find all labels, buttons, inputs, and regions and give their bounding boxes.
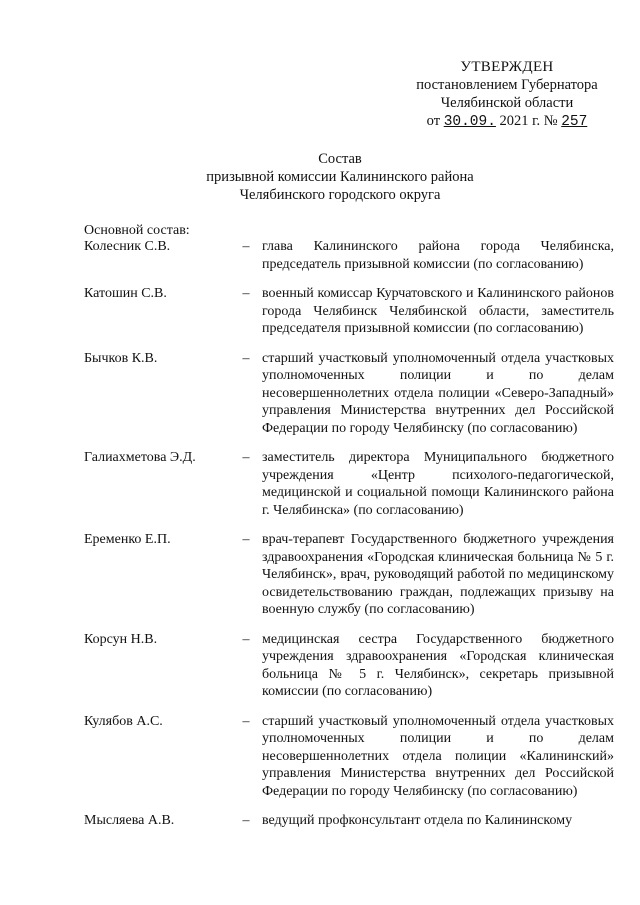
date-value: 30.09. xyxy=(443,114,496,130)
member-role: заместитель директора Муниципального бюджетного учреждения «Центр психолого-педагогической, медицинской и социальной помощи Калининского района г. Челябинска» (по согласованию) xyxy=(262,450,614,518)
member-dash: – xyxy=(242,713,250,729)
member-role: глава Калининского района города Челябинска, председатель призывной комиссии (по согласованию) xyxy=(262,239,614,272)
document-title xyxy=(170,150,510,204)
approval-title: УТВЕРЖДЕН xyxy=(460,59,554,75)
member-dash: – xyxy=(242,239,250,254)
approval-date-line xyxy=(392,112,622,131)
member-dash: – xyxy=(242,350,250,366)
member-name: Катошин С.В. xyxy=(84,286,167,301)
section-label: Основной состав: xyxy=(84,223,190,238)
member-name: Колесник С.В. xyxy=(84,239,171,254)
title-line-3: Челябинского городского округа xyxy=(239,187,441,203)
member-row xyxy=(84,238,614,273)
member-row xyxy=(84,812,614,830)
member-row xyxy=(84,631,614,701)
member-dash: – xyxy=(242,813,250,828)
member-dash: – xyxy=(242,286,250,301)
member-dash: – xyxy=(242,631,250,647)
member-row xyxy=(84,713,614,801)
member-name: Еременко Е.П. xyxy=(84,532,171,547)
member-name: Кулябов А.С. xyxy=(84,713,163,729)
date-prefix: от xyxy=(426,113,441,129)
member-role: врач-терапевт Государственного бюджетного учреждения здравоохранения «Городская клиническая больница № 5 г. Челябинск», врач, руководящий работой по медицинскому освидетельствованию граждан, подлежащих призыву на военную службу (по согласованию) xyxy=(262,532,614,617)
member-row xyxy=(84,350,614,438)
member-role: старший участковый уполномоченный отдела участковых уполномоченных полиции и по делам несовершеннолетних отдела полиции «Северо-Западный» управления Министерства внутренних дел Российской Федерации по городу Челябинску (по согласованию) xyxy=(262,350,614,436)
approval-line-1: постановлением Губернатора xyxy=(416,77,598,93)
member-name: Бычков К.В. xyxy=(84,350,158,366)
decree-number: 257 xyxy=(561,114,588,130)
member-row xyxy=(84,449,614,519)
members-list xyxy=(84,238,614,830)
member-role: старший участковый уполномоченный отдела участковых уполномоченных полиции и по делам несовершеннолетних отдела полиции «Калининский» управления Министерства внутренних дел Российской Федерации по городу Челябинску (по согласованию) xyxy=(262,713,614,799)
member-dash: – xyxy=(242,450,250,465)
approval-line-2: Челябинской области xyxy=(440,95,574,111)
approval-block xyxy=(392,58,622,131)
title-line-2: призывной комиссии Калининского района xyxy=(206,169,474,185)
member-name: Мысляева А.В. xyxy=(84,813,175,828)
member-role: ведущий профконсультант отдела по Калининскому xyxy=(262,813,573,828)
member-row xyxy=(84,531,614,619)
member-role: военный комиссар Курчатовского и Калининского районов города Челябинск Челябинской области, заместитель председателя призывной комиссии (по согласованию) xyxy=(262,286,614,336)
member-name: Корсун Н.В. xyxy=(84,631,158,647)
title-line-1: Состав xyxy=(318,151,362,167)
member-row xyxy=(84,285,614,338)
member-role: медицинская сестра Государственного бюджетного учреждения здравоохранения «Городская клиническая больница № 5 г. Челябинск», секретарь призывной комиссии (по согласованию) xyxy=(262,631,614,699)
member-name: Галиахметова Э.Д. xyxy=(84,450,196,465)
date-mid: 2021 г. № xyxy=(499,113,558,129)
member-dash: – xyxy=(242,532,250,547)
